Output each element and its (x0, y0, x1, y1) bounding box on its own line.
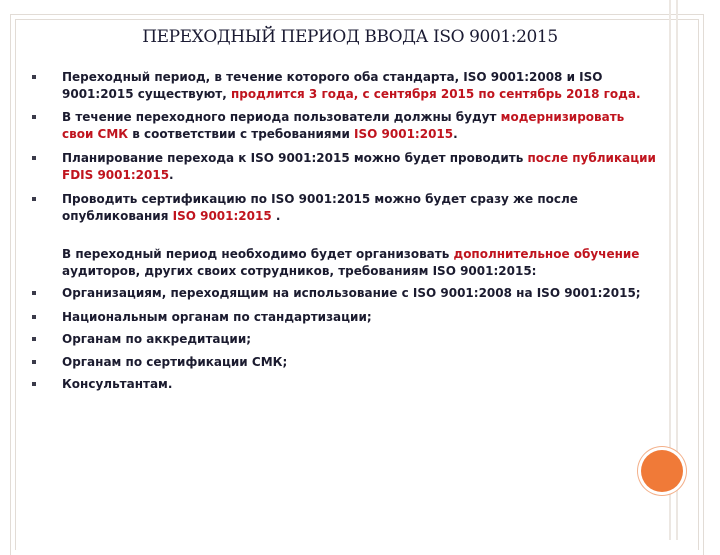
bullet-marker-icon (32, 315, 36, 319)
bullet-item-transition-planning (32, 150, 656, 183)
bullet-text: Проводить сертификацию по ISO 9001:2015 можно будет сразу же после опубликования (62, 192, 578, 223)
bullet-marker-icon (32, 197, 36, 201)
bullet-marker-icon (32, 382, 36, 386)
bullet-highlight: ISO 9001:2015 (172, 208, 272, 223)
bullet-text: . (271, 208, 281, 223)
list-item (32, 331, 656, 348)
list-item-text: Органам по аккредитации; (62, 332, 252, 346)
bullet-highlight: модернизировать свои СМК (62, 110, 625, 141)
bullet-highlight: продлится 3 года, с сентября 2015 по сентябрь 2018 года. (230, 86, 641, 101)
bullet-item-modernize-qms (32, 109, 656, 142)
bullet-text: Переходный период, в течение которого оба стандарта, ISO 9001:2008 и ISO 9001:2015 существуют, (62, 70, 603, 101)
bullet-text: В течение переходного периода пользователи должны будут (62, 110, 501, 124)
bullet-marker-icon (32, 156, 36, 160)
paragraph-text: аудиторов, других своих сотрудников, требованиям ISO 9001:2015: (62, 263, 537, 278)
bullet-highlight: после публикации FDIS 9001:2015 (62, 151, 656, 182)
training-paragraph (32, 246, 656, 279)
list-item-text: Консультантам. (62, 377, 173, 391)
bullet-text: Планирование перехода к ISO 9001:2015 можно будет проводить (62, 151, 528, 165)
bullet-highlight: ISO 9001:2015 (354, 126, 454, 141)
list-item-text: Организациям, переходящим на использование с ISO 9001:2008 на ISO 9001:2015; (62, 286, 641, 300)
list-item (32, 354, 656, 371)
list-item-text: Органам по сертификации СМК; (62, 354, 288, 369)
bullet-item-transition-period (32, 69, 656, 102)
list-item-text: Национальным органам по стандартизации; (62, 309, 372, 324)
decorative-circle-icon (641, 450, 683, 492)
bullet-item-certification (32, 191, 656, 224)
bullet-marker-icon (32, 337, 36, 341)
list-item (32, 309, 656, 326)
bullet-text: . (169, 167, 174, 182)
bullet-marker-icon (32, 291, 36, 295)
slide-content (32, 69, 656, 393)
bullet-text: . (453, 126, 458, 141)
bullet-marker-icon (32, 75, 36, 79)
list-item (32, 376, 656, 393)
paragraph-text: В переходный период необходимо будет организовать (62, 247, 454, 261)
list-item (32, 285, 656, 302)
bullet-text: в соответствии с требованиями (128, 126, 355, 141)
bullet-marker-icon (32, 115, 36, 119)
slide-title: ПЕРЕХОДНЫЙ ПЕРИОД ВВОДА ISO 9001:2015 (142, 27, 558, 47)
paragraph-highlight: дополнительное обучение (453, 247, 640, 261)
bullet-marker-icon (32, 360, 36, 364)
